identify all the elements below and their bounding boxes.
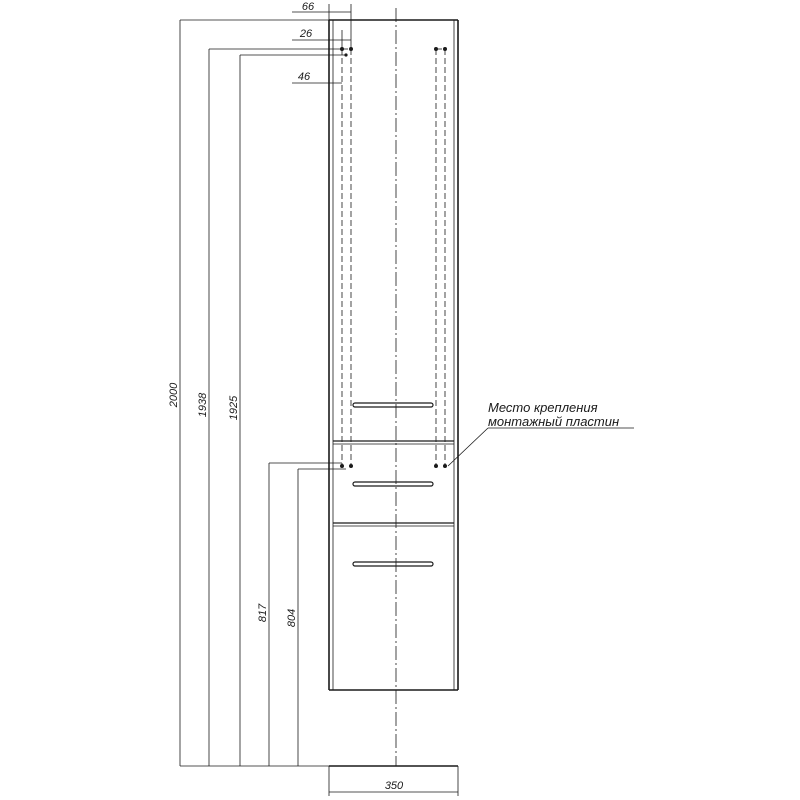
handles xyxy=(353,403,433,566)
mounting-annotation xyxy=(448,400,634,466)
dim-350-label: 350 xyxy=(384,780,404,792)
dim-26-label: 26 xyxy=(299,28,313,40)
annotation-line-2: монтажный пластин xyxy=(488,414,620,429)
mount-point-bottom-left-outer xyxy=(340,464,344,468)
dim-804-label: 804 xyxy=(286,608,298,628)
width-dimension xyxy=(329,766,458,796)
dim-1925-label: 1925 xyxy=(228,395,240,421)
mount-point-bottom-right-outer xyxy=(443,464,447,468)
dim-1938-label: 1938 xyxy=(197,392,209,418)
lower-door-handle xyxy=(353,562,433,566)
upper-door-handle xyxy=(353,403,433,407)
mount-point-bottom-right-inner xyxy=(434,464,438,468)
cabinet-body xyxy=(329,20,458,690)
annotation-line-1: Место крепления xyxy=(488,400,598,415)
mounting-points xyxy=(340,47,447,468)
mount-point-top-right-outer xyxy=(443,47,447,51)
dim-817-label: 817 xyxy=(257,603,269,623)
height-dimensions xyxy=(168,20,346,766)
drawer-handle xyxy=(353,482,433,486)
mount-point-bottom-left-inner xyxy=(349,464,353,468)
dim-46-label: 46 xyxy=(297,71,311,83)
dim-66-label: 66 xyxy=(301,1,315,13)
dim-2000-label: 2000 xyxy=(168,382,180,408)
mount-point-top-right-inner xyxy=(434,47,438,51)
